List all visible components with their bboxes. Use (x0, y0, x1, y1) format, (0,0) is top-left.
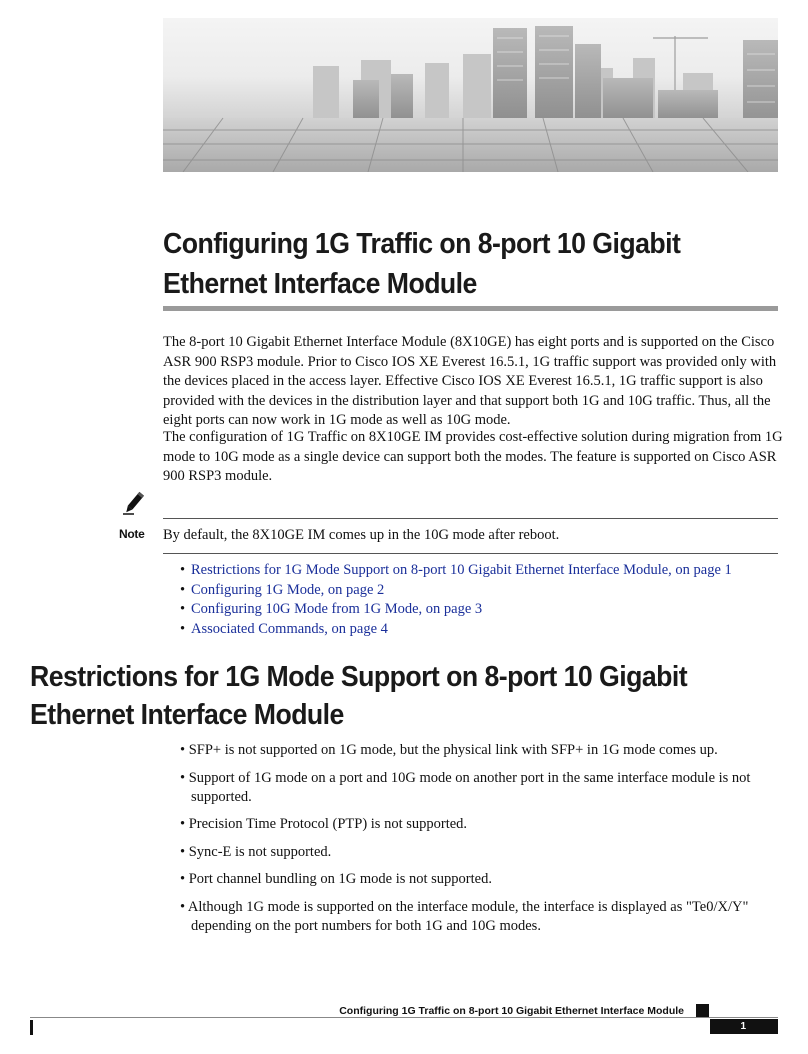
footer-marker (696, 1004, 709, 1017)
restrictions-list (180, 741, 790, 944)
section-title: Restrictions for 1G Mode Support on 8-port 10 Gigabit Ethernet Interface Module (30, 661, 688, 731)
list-item: • Although 1G mode is supported on the interface module, the interface is displayed as "Te0/X/Y" depending on the port numbers for both 1G and 10G modes. (180, 898, 749, 934)
title-divider (163, 306, 778, 311)
list-item: • Support of 1G mode on a port and 10G mode on another port in the same interface module is not supported. (180, 769, 751, 805)
city-skyline-illustration (163, 18, 778, 172)
footer-title: Configuring 1G Traffic on 8-port 10 Gigabit Ethernet Interface Module (339, 1005, 684, 1017)
pencil-note-icon (120, 489, 148, 517)
chapter-title: Configuring 1G Traffic on 8-port 10 Gigabit Ethernet Interface Module (163, 228, 681, 300)
note-top-rule (163, 518, 778, 519)
link-configuring-10g-mode[interactable]: Configuring 10G Mode from 1G Mode, on page 3 (191, 601, 483, 617)
intro-paragraph-1: The 8-port 10 Gigabit Ethernet Interface Module (8X10GE) has eight ports and is supported on the Cisco ASR 900 RSP3 module. Prior to Cisco IOS XE Everest 16.5.1, 1G traffic support was provided only with the devices placed in the access layer. Effective Cisco IOS XE Everest 16.5.1, 1G traffic support is also provided with the devices in the distribution layer and that support both 1G and 10G traffic. Thus, all the eight ports can now work in 1G mode as well as 10G mode. (163, 334, 777, 428)
footer-left-bar (30, 1020, 33, 1035)
footer-rule (30, 1017, 778, 1018)
topic-links-list (180, 561, 732, 639)
list-item: • Associated Commands, on page 4 (180, 620, 388, 637)
note-text: By default, the 8X10GE IM comes up in the 10G mode after reboot. (163, 527, 560, 543)
list-item: • Precision Time Protocol (PTP) is not supported. (180, 816, 468, 832)
list-item: • Sync-E is not supported. (180, 843, 332, 860)
link-associated-commands[interactable]: Associated Commands, on page 4 (191, 620, 388, 637)
note-label: Note (119, 527, 145, 541)
list-item: • SFP+ is not supported on 1G mode, but the physical link with SFP+ in 1G mode comes up. (180, 742, 718, 758)
list-item: • Port channel bundling on 1G mode is not supported. (180, 871, 492, 887)
header-banner-image (163, 18, 778, 172)
list-item: • Restrictions for 1G Mode Support on 8-port 10 Gigabit Ethernet Interface Module, on page 1 (180, 562, 732, 578)
list-item: • Configuring 10G Mode from 1G Mode, on page 3 (180, 601, 483, 617)
link-configuring-1g-mode[interactable]: Configuring 1G Mode, on page 2 (191, 581, 385, 598)
intro-paragraph-2: The configuration of 1G Traffic on 8X10GE IM provides cost-effective solution during migration from 1G mode to 10G mode as a single device can support both the modes. The feature is supported on Cisco ASR 900 RSP3 module. (163, 429, 783, 484)
list-item: • Configuring 1G Mode, on page 2 (180, 581, 385, 598)
page-number: 1 (710, 1019, 778, 1034)
link-restrictions[interactable]: Restrictions for 1G Mode Support on 8-port 10 Gigabit Ethernet Interface Module, on page 1 (191, 562, 732, 578)
note-bottom-rule (163, 553, 778, 554)
